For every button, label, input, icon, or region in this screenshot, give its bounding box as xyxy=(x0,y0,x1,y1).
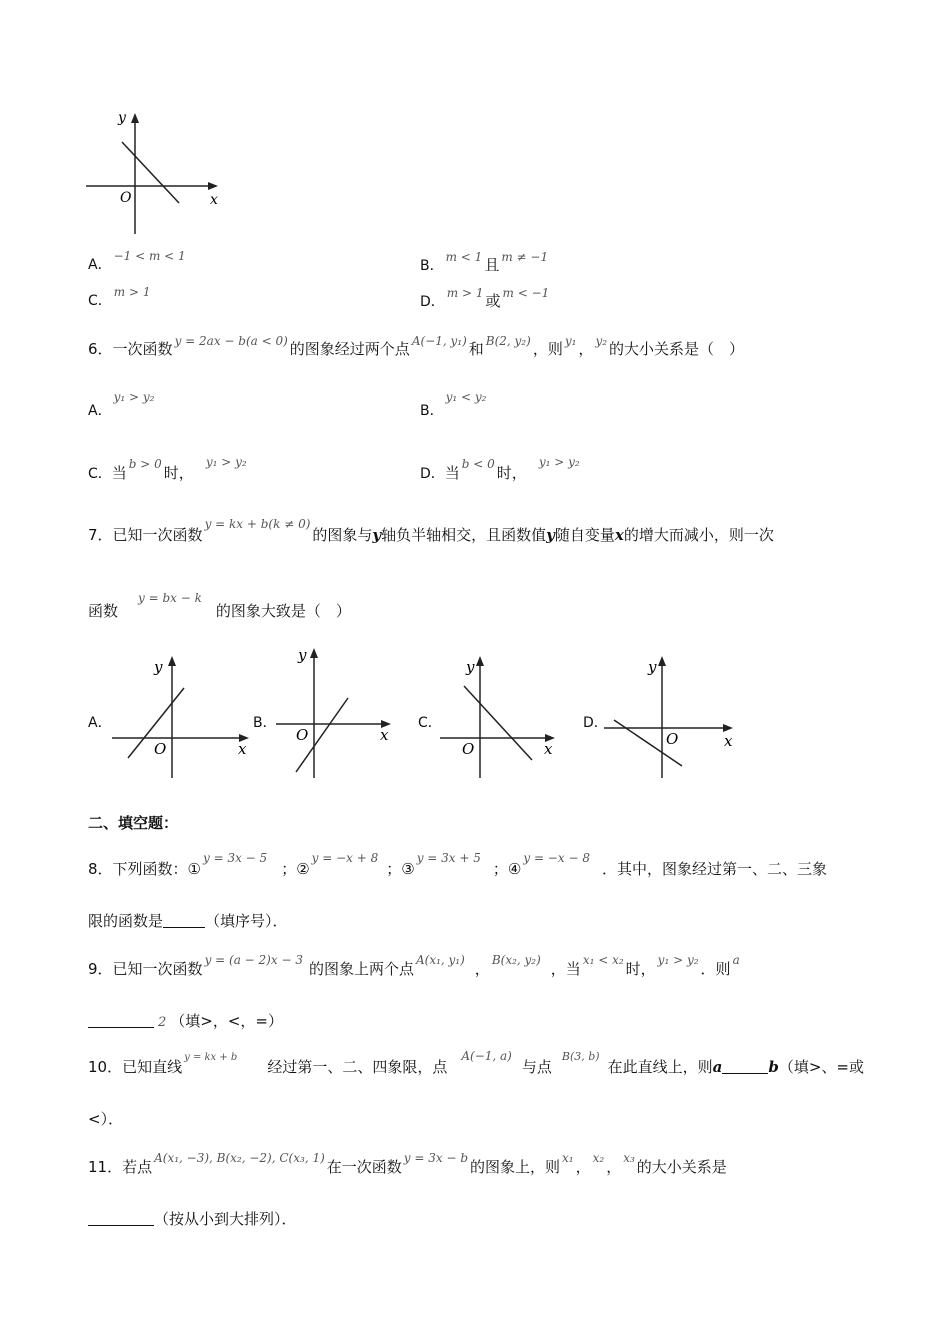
x-label: x xyxy=(210,192,218,208)
option-label: C． xyxy=(88,466,112,482)
math-expr: B(2, y₂) xyxy=(485,334,531,348)
y-label: y xyxy=(118,110,126,126)
text: ， xyxy=(575,1158,591,1176)
q5-option-b[interactable] xyxy=(420,250,550,275)
math-expr: b > 0 xyxy=(128,457,162,471)
math-expr: m ≠ −1 xyxy=(501,250,549,264)
q5-option-a[interactable] xyxy=(88,249,188,274)
q6-option-d[interactable] xyxy=(420,455,582,483)
text: ；④ xyxy=(492,860,522,878)
math-expr: x₁ < x₂ xyxy=(582,953,624,967)
math-expr: y = −x − 8 xyxy=(523,851,590,865)
math-expr: A(−1, a) xyxy=(461,1049,512,1063)
question-number: 11． xyxy=(88,1158,123,1176)
math-expr: y = bx − k xyxy=(138,591,202,605)
math-expr: y₁ > y₂ xyxy=(205,455,247,469)
math-expr: y = (a − 2)x − 3 xyxy=(204,953,303,967)
variable: y xyxy=(372,526,382,544)
q8-stem-line2 xyxy=(88,910,288,931)
q7-option-c-label[interactable]: C． xyxy=(418,715,442,731)
math-expr: x₃ xyxy=(623,1151,635,1165)
text: 的图象上两个点 xyxy=(308,960,414,978)
math-expr: m > 1 xyxy=(113,285,151,299)
math-expr: y₂ xyxy=(595,334,608,348)
math-expr: b < 0 xyxy=(461,457,495,471)
text: 轴负半轴相交，且函数值 xyxy=(381,526,547,544)
text: 且 xyxy=(484,256,500,274)
q6-option-a[interactable] xyxy=(88,390,156,420)
math-expr: x₂ xyxy=(592,1151,605,1165)
y-label: y xyxy=(466,658,475,676)
variable: y xyxy=(546,526,555,544)
origin-label: O xyxy=(296,726,309,744)
text: 经过第一、二、四象限，点 xyxy=(267,1058,448,1076)
question-number: 7． xyxy=(88,526,113,544)
answer-blank[interactable] xyxy=(163,913,205,928)
q6-stem xyxy=(88,334,745,359)
origin-label: O xyxy=(154,740,167,758)
math-expr: 2 xyxy=(158,1015,167,1030)
text: 当 xyxy=(444,464,460,482)
text: ．其中，图象经过第一、二、三象 xyxy=(601,860,827,878)
text: 限的函数是 xyxy=(88,912,164,930)
text: （填序号）． xyxy=(205,912,288,930)
q8-stem-line1 xyxy=(88,851,827,879)
text: ， xyxy=(474,960,490,978)
y-label: y xyxy=(154,658,163,676)
text: 已知一次函数 xyxy=(112,960,203,978)
y-axis-arrow xyxy=(310,648,318,658)
text: 与点 xyxy=(521,1058,552,1076)
text: 当 xyxy=(111,464,127,482)
text: ， xyxy=(578,340,594,358)
x-label: x xyxy=(724,732,733,750)
text: 在一次函数 xyxy=(326,1158,402,1176)
question-number: 9． xyxy=(88,960,113,978)
math-expr: y = kx + b(k ≠ 0) xyxy=(204,517,311,531)
q7-stem-line2 xyxy=(88,591,351,621)
math-expr: m > 1 xyxy=(446,286,484,300)
text: （填>、=或 xyxy=(778,1058,864,1076)
math-expr: −1 < m < 1 xyxy=(113,249,186,263)
q7-option-c-graph[interactable] xyxy=(436,650,566,780)
text: （填>，<，=） xyxy=(170,1012,283,1030)
q5-option-d[interactable] xyxy=(420,286,551,311)
text: 在此直线上，则 xyxy=(607,1058,713,1076)
math-expr: y₁ > y₂ xyxy=(538,455,580,469)
text: 的图象大致是（ ） xyxy=(215,602,351,620)
math-expr: y = 3x − b xyxy=(403,1151,469,1165)
section-title: 二、填空题： xyxy=(88,814,179,832)
math-expr: y₁ < y₂ xyxy=(445,390,487,404)
option-label: B． xyxy=(420,258,444,274)
text: 时， xyxy=(163,464,194,482)
variable: a xyxy=(712,1058,723,1076)
question-number: 8． xyxy=(88,860,113,878)
text: 随自变量 xyxy=(554,526,615,544)
math-expr: y = kx + b xyxy=(184,1052,238,1063)
q5-option-c[interactable] xyxy=(88,285,152,310)
y-axis-arrow xyxy=(168,656,176,666)
q6-option-c[interactable] xyxy=(88,455,249,483)
math-expr: y₁ > y₂ xyxy=(657,953,699,967)
text: 已知一次函数 xyxy=(112,526,203,544)
math-expr: a xyxy=(732,953,740,967)
math-expr: y = 3x + 5 xyxy=(416,851,481,865)
option-label: D． xyxy=(420,294,445,310)
math-expr: B(3, b) xyxy=(561,1050,600,1063)
x-label: x xyxy=(380,726,389,744)
q9-stem-line2 xyxy=(88,1010,283,1031)
y-label: y xyxy=(648,658,657,676)
q9-stem-line1 xyxy=(88,953,742,979)
text: 的图象与 xyxy=(312,526,373,544)
math-expr: m < 1 xyxy=(445,250,483,264)
answer-blank[interactable] xyxy=(88,1013,154,1028)
answer-blank[interactable] xyxy=(722,1059,768,1074)
text: 的图象上，则 xyxy=(470,1158,561,1176)
x-axis-arrow xyxy=(208,182,218,190)
variable: x xyxy=(614,526,624,544)
q7-option-b-label[interactable]: B． xyxy=(253,715,277,731)
q7-option-b-graph[interactable] xyxy=(272,640,402,780)
text: 时， xyxy=(496,464,527,482)
text: 的增大而减小，则一次 xyxy=(623,526,774,544)
option-label: B． xyxy=(420,403,444,419)
y-axis-arrow xyxy=(658,656,666,666)
text: 的图象经过两个点 xyxy=(289,340,410,358)
question-number: 6． xyxy=(88,340,113,358)
q6-option-b[interactable] xyxy=(420,390,488,420)
math-expr: A(x₁, y₁) xyxy=(415,953,465,967)
q7-stem-line1 xyxy=(88,517,774,545)
text: 和 xyxy=(468,340,484,358)
text: 若点 xyxy=(122,1158,153,1176)
text: 函数 xyxy=(88,602,119,620)
math-expr: m < −1 xyxy=(502,286,550,300)
text: 一次函数 xyxy=(112,340,173,358)
text: ．则 xyxy=(700,960,731,978)
text: （按从小到大排列）． xyxy=(154,1210,297,1228)
q7-option-a-graph[interactable] xyxy=(108,650,258,780)
math-expr: y₁ xyxy=(564,334,577,348)
text: ；③ xyxy=(386,860,415,878)
y-axis-arrow xyxy=(131,113,139,123)
math-expr: y = 2ax − b(a < 0) xyxy=(174,334,288,348)
q7-option-a-label[interactable]: A． xyxy=(88,715,112,731)
origin-label: O xyxy=(120,190,132,206)
math-expr: A(−1, y₁) xyxy=(411,334,467,348)
text: ， xyxy=(606,1158,622,1176)
x-label: x xyxy=(238,740,247,758)
math-expr: y = −x + 8 xyxy=(311,851,379,865)
q10-stem-line2: <）． xyxy=(88,1110,124,1128)
q11-stem-line2 xyxy=(88,1208,297,1229)
text: ；② xyxy=(281,860,310,878)
text: 的大小关系是 xyxy=(636,1158,727,1176)
y-label: y xyxy=(298,646,307,664)
option-label: D． xyxy=(420,466,445,482)
option-label: C． xyxy=(88,293,112,309)
q11-stem-line1 xyxy=(88,1151,727,1177)
q5-graph xyxy=(82,108,232,238)
answer-blank[interactable] xyxy=(88,1211,154,1226)
option-label: A． xyxy=(88,257,112,273)
math-expr: y₁ > y₂ xyxy=(113,390,155,404)
text: 已知直线 xyxy=(122,1058,183,1076)
x-label: x xyxy=(544,740,553,758)
x-axis-arrow xyxy=(723,724,733,732)
text: 的大小关系是（ ） xyxy=(609,340,745,358)
question-number: 10． xyxy=(88,1058,123,1076)
math-expr: y = 3x − 5 xyxy=(203,851,268,865)
origin-label: O xyxy=(666,730,679,748)
text: 时， xyxy=(625,960,656,978)
text: 或 xyxy=(485,292,501,310)
math-expr: A(x₁, −3), B(x₂, −2), C(x₃, 1) xyxy=(154,1151,325,1165)
math-expr: x₁ xyxy=(562,1151,574,1165)
q10-stem-line1 xyxy=(88,1049,864,1077)
q7-option-d-graph[interactable] xyxy=(600,650,750,780)
text: ，则 xyxy=(532,340,563,358)
math-expr: B(x₂, y₂) xyxy=(491,953,541,967)
q7-option-d-label[interactable]: D． xyxy=(583,715,608,731)
text: 下列函数：① xyxy=(112,860,201,878)
text: ，当 xyxy=(550,960,581,978)
variable: b xyxy=(768,1058,779,1076)
option-label: A． xyxy=(88,403,112,419)
origin-label: O xyxy=(462,740,475,758)
y-axis-arrow xyxy=(476,656,484,666)
